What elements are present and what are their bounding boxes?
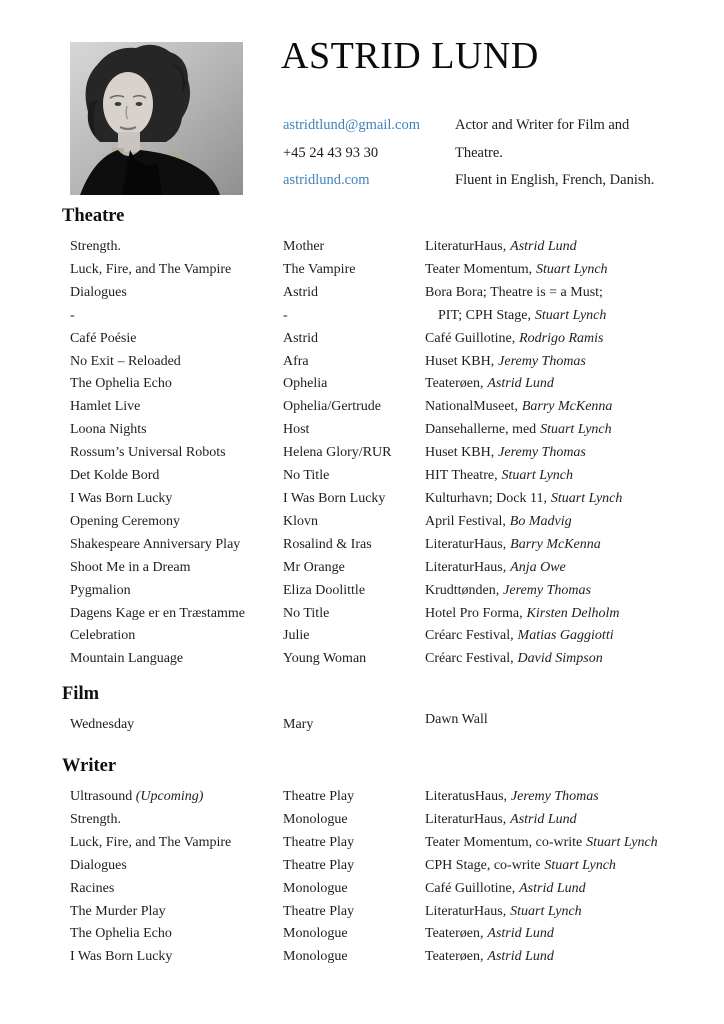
work-title: Loona Nights bbox=[70, 422, 147, 438]
work-credit: Astrid Lund bbox=[487, 926, 554, 942]
tagline-block bbox=[455, 112, 654, 195]
work-title: Strength. bbox=[70, 811, 121, 827]
work-role: Afra bbox=[283, 353, 309, 369]
work-title: Café Poésie bbox=[70, 330, 137, 346]
section-heading-writer: Writer bbox=[62, 756, 117, 776]
work-row bbox=[0, 282, 724, 305]
work-row bbox=[0, 351, 724, 374]
work-role: Astrid bbox=[283, 284, 318, 300]
work-row bbox=[0, 923, 724, 946]
work-role: Rosalind & Iras bbox=[283, 536, 372, 552]
work-venue: Teaterøen, bbox=[425, 926, 484, 942]
work-title: Ultrasound bbox=[70, 789, 136, 804]
work-venue: LiteraturHaus, bbox=[425, 903, 507, 919]
work-row bbox=[0, 557, 724, 580]
work-credit: Matias Gaggiotti bbox=[517, 628, 614, 644]
work-venue: LiteraturHaus, bbox=[425, 559, 507, 575]
work-venue: Café Guillotine, bbox=[425, 330, 516, 346]
work-credit: Jeremy Thomas bbox=[503, 582, 591, 598]
tagline-line-2: Theatre. bbox=[455, 144, 503, 161]
work-row bbox=[0, 901, 724, 924]
work-row bbox=[0, 373, 724, 396]
work-role: Klovn bbox=[283, 513, 318, 529]
work-title: The Ophelia Echo bbox=[70, 376, 172, 392]
work-credit: Stuart Lynch bbox=[550, 490, 623, 506]
work-role: Monologue bbox=[283, 880, 348, 896]
work-title: Celebration bbox=[70, 628, 136, 644]
section-film bbox=[0, 684, 724, 737]
work-venue: Teater Momentum, co-write bbox=[425, 834, 583, 850]
work-credit: Astrid Lund bbox=[487, 376, 554, 392]
work-credit: Stuart Lynch bbox=[510, 903, 582, 919]
work-title: I Was Born Lucky bbox=[70, 949, 173, 965]
work-row bbox=[0, 236, 724, 259]
film-rows bbox=[0, 714, 724, 737]
work-row bbox=[0, 809, 724, 832]
profile-photo bbox=[70, 42, 243, 195]
work-credit: Stuart Lynch bbox=[586, 834, 658, 850]
work-credit: Rodrigo Ramis bbox=[519, 330, 604, 346]
work-role: Mother bbox=[283, 239, 325, 254]
work-title-note: (Upcoming) bbox=[135, 789, 204, 804]
work-title: Luck, Fire, and The Vampire bbox=[70, 834, 232, 850]
work-role: Host bbox=[283, 422, 310, 438]
work-venue: PIT; CPH Stage, bbox=[438, 307, 531, 323]
work-venue: Krudttønden, bbox=[425, 582, 500, 598]
work-row bbox=[0, 603, 724, 626]
work-row bbox=[0, 878, 724, 901]
work-role: Mary bbox=[283, 717, 314, 732]
work-row bbox=[0, 580, 724, 603]
theatre-rows bbox=[0, 236, 724, 671]
work-venue: Teater Momentum, bbox=[425, 261, 533, 277]
tagline-line-3: Fluent in English, French, Danish. bbox=[455, 172, 655, 188]
work-row bbox=[0, 259, 724, 282]
work-title: Luck, Fire, and The Vampire bbox=[70, 261, 232, 277]
work-venue: Créarc Festival, bbox=[425, 651, 514, 667]
work-credit: Stuart Lynch bbox=[534, 307, 607, 323]
work-role: No Title bbox=[283, 468, 330, 484]
work-row bbox=[0, 625, 724, 648]
work-title: - bbox=[70, 307, 75, 323]
work-role: No Title bbox=[283, 605, 330, 621]
work-role: Theatre Play bbox=[283, 857, 355, 873]
work-role: Ophelia bbox=[283, 376, 328, 392]
work-role: Monologue bbox=[283, 926, 348, 942]
work-credit: Stuart Lynch bbox=[501, 468, 574, 484]
work-title: Racines bbox=[70, 880, 115, 896]
work-role: - bbox=[283, 307, 288, 323]
work-row bbox=[0, 396, 724, 419]
work-credit: David Simpson bbox=[517, 651, 603, 667]
work-row bbox=[0, 328, 724, 351]
work-title: Rossum’s Universal Robots bbox=[70, 445, 226, 461]
work-credit: Astrid Lund bbox=[510, 811, 577, 827]
work-title: Dialogues bbox=[70, 857, 127, 873]
work-role: Theatre Play bbox=[283, 834, 355, 850]
work-venue: NationalMuseet, bbox=[425, 399, 518, 415]
work-row bbox=[0, 305, 724, 328]
work-venue: Dawn Wall bbox=[425, 712, 488, 727]
work-credit: Jeremy Thomas bbox=[498, 445, 586, 461]
section-heading-theatre: Theatre bbox=[62, 206, 125, 226]
work-role: Theatre Play bbox=[283, 903, 355, 919]
page-title: ASTRID LUND bbox=[281, 35, 539, 77]
work-venue: Créarc Festival, bbox=[425, 628, 514, 644]
work-venue: LiteraturHaus, bbox=[425, 239, 507, 254]
writer-rows bbox=[0, 786, 724, 969]
section-heading-film: Film bbox=[62, 684, 99, 704]
work-title: Det Kolde Bord bbox=[70, 468, 160, 484]
work-role: Julie bbox=[283, 628, 310, 644]
work-venue: Huset KBH, bbox=[425, 353, 495, 369]
work-title: The Murder Play bbox=[70, 903, 166, 919]
work-venue: LiteraturHaus, bbox=[425, 536, 507, 552]
work-role: Helena Glory/RUR bbox=[283, 445, 392, 461]
work-credit: Stuart Lynch bbox=[536, 261, 608, 277]
work-venue: Dansehallerne, med bbox=[425, 422, 537, 438]
work-role: Mr Orange bbox=[283, 559, 345, 575]
work-credit: Bo Madvig bbox=[509, 513, 572, 529]
work-row bbox=[0, 786, 724, 809]
work-credit: Jeremy Thomas bbox=[498, 353, 586, 369]
work-row bbox=[0, 488, 724, 511]
work-title: Shoot Me in a Dream bbox=[70, 559, 191, 575]
work-role: Young Woman bbox=[283, 651, 367, 667]
work-row bbox=[0, 946, 724, 969]
work-venue: Bora Bora; Theatre is = a Must; bbox=[425, 284, 603, 300]
work-role: Monologue bbox=[283, 949, 348, 965]
work-role: Eliza Doolittle bbox=[283, 582, 366, 598]
work-role: Astrid bbox=[283, 330, 318, 346]
work-row bbox=[0, 855, 724, 878]
work-credit: Anja Owe bbox=[510, 559, 566, 575]
work-credit: Astrid Lund bbox=[519, 880, 586, 896]
work-title: Hamlet Live bbox=[70, 399, 141, 415]
work-role: The Vampire bbox=[283, 261, 356, 277]
work-venue: April Festival, bbox=[425, 513, 506, 529]
work-row bbox=[0, 832, 724, 855]
work-credit: Stuart Lynch bbox=[544, 857, 616, 873]
work-credit: Kirsten Delholm bbox=[526, 605, 620, 621]
work-credit: Astrid Lund bbox=[510, 239, 577, 254]
work-credit: Astrid Lund bbox=[487, 949, 554, 965]
work-row bbox=[0, 648, 724, 671]
work-role: Monologue bbox=[283, 811, 348, 827]
work-credit: Stuart Lynch bbox=[540, 422, 612, 438]
work-title: Wednesday bbox=[70, 717, 135, 732]
contact-block bbox=[283, 112, 420, 195]
tagline-line-1: Actor and Writer for Film and bbox=[455, 117, 630, 133]
section-writer bbox=[0, 756, 724, 969]
work-title: Shakespeare Anniversary Play bbox=[70, 536, 241, 552]
work-title: Opening Ceremony bbox=[70, 513, 181, 529]
phone-number: +45 24 43 93 30 bbox=[283, 144, 379, 161]
email-link[interactable]: astridtlund@gmail.com bbox=[283, 117, 420, 133]
work-row bbox=[0, 465, 724, 488]
work-venue: Hotel Pro Forma, bbox=[425, 605, 523, 621]
work-credit: Barry McKenna bbox=[510, 536, 601, 552]
work-role: Ophelia/Gertrude bbox=[283, 399, 381, 415]
work-row bbox=[0, 511, 724, 534]
work-venue: Teaterøen, bbox=[425, 376, 484, 392]
work-title: Dagens Kage er en Træstamme bbox=[70, 605, 245, 621]
work-row bbox=[0, 419, 724, 442]
work-venue: Huset KBH, bbox=[425, 445, 495, 461]
section-theatre bbox=[0, 206, 724, 671]
website-link[interactable]: astridlund.com bbox=[283, 172, 370, 188]
work-venue: Kulturhavn; Dock 11, bbox=[425, 490, 547, 506]
work-title: Mountain Language bbox=[70, 651, 184, 667]
work-title: Strength. bbox=[70, 239, 121, 254]
work-title: No Exit – Reloaded bbox=[70, 353, 181, 369]
work-row bbox=[0, 534, 724, 557]
portrait-photo-graphic bbox=[70, 42, 243, 195]
work-title: Pygmalion bbox=[70, 582, 131, 598]
work-title: Dialogues bbox=[70, 284, 127, 300]
work-credit: Barry McKenna bbox=[521, 399, 613, 415]
work-venue: CPH Stage, co-write bbox=[425, 857, 541, 873]
work-venue: Café Guillotine, bbox=[425, 880, 516, 896]
work-title: I Was Born Lucky bbox=[70, 490, 173, 506]
work-row bbox=[0, 714, 724, 737]
work-role: Theatre Play bbox=[283, 789, 355, 804]
work-venue: HIT Theatre, bbox=[425, 468, 498, 484]
work-row bbox=[0, 442, 724, 465]
work-venue: LiteraturHaus, bbox=[425, 811, 507, 827]
work-credit: Jeremy Thomas bbox=[510, 789, 599, 804]
work-venue: Teaterøen, bbox=[425, 949, 484, 965]
work-role: I Was Born Lucky bbox=[283, 490, 386, 506]
work-venue: LiteratusHaus, bbox=[425, 789, 508, 804]
work-title: The Ophelia Echo bbox=[70, 926, 172, 942]
